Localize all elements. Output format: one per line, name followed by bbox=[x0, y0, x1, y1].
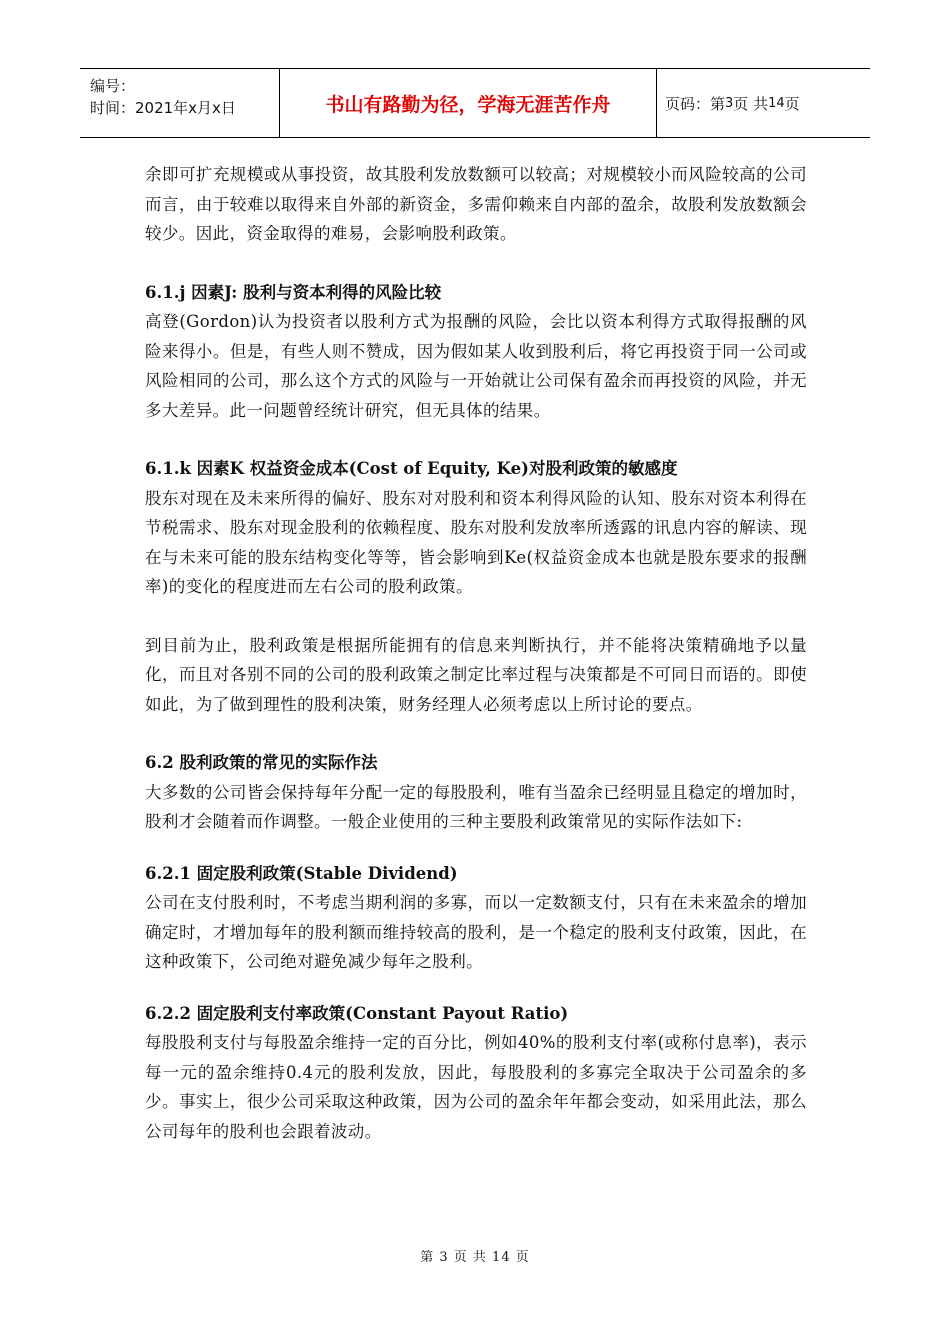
document-number-label: 编号： bbox=[90, 77, 136, 95]
paragraph-6-2-1: 公司在支付股利时，不考虑当期利润的多寡，而以一定数额支付，只有在未来盈余的增加确定时，才增加每年的股利额而维持较高的股利，是一个稳定的股利支付政策，因此，在这种政策下，公司绝对避免减少每年之股利。 bbox=[145, 893, 807, 971]
document-body bbox=[145, 160, 807, 1146]
paragraph-summary: 到目前为止，股利政策是根据所能拥有的信息来判断执行，并不能将决策精确地予以量化，而且对各别不同的公司的股利政策之制定比率过程与决策都是不可同日而语的。即使如此，为了做到理性的股利决策，财务经理人必须考虑以上所讨论的要点。 bbox=[145, 635, 807, 714]
document-time: 时间：2021年x月x日 bbox=[90, 99, 236, 117]
paragraph-6-1-k: 股东对现在及未来所得的偏好、股东对对股利和资本利得风险的认知、股东对资本利得在节税需求、股东对现金股利的依赖程度、股东对股利发放率所透露的讯息内容的解读、现在与未来可能的股东结构变化等等，皆会影响到Ke(权益资金成本也就是股东要求的报酬率)的变化的程度进而左右公司的股利政策。 bbox=[145, 488, 807, 596]
page-mid: 页 共 bbox=[733, 94, 769, 113]
heading-6-2: 6.2 股利政策的常见的实际作法 bbox=[145, 753, 378, 772]
heading-6-1-k: 6.1.k 因素K 权益资金成本(Cost of Equity, Ke)对股利政策的敏感度 bbox=[145, 459, 678, 478]
page-footer: 第 3 页 共 14 页 bbox=[420, 1250, 530, 1265]
page-suffix: 页 bbox=[784, 94, 800, 113]
header-meta bbox=[80, 69, 280, 137]
header-motto: 书山有路勤为径，学海无涯苦作舟 bbox=[280, 69, 657, 137]
heading-6-2-1: 6.2.1 固定股利政策(Stable Dividend) bbox=[145, 863, 458, 883]
page-prefix: 页码：第 bbox=[665, 94, 726, 113]
heading-6-2-2: 6.2.2 固定股利支付率政策(Constant Payout Ratio) bbox=[145, 1003, 569, 1023]
heading-6-1-j: 6.1.j 因素J: 股利与资本利得的风险比较 bbox=[145, 282, 442, 302]
page-header bbox=[80, 68, 870, 138]
header-page-info bbox=[657, 69, 870, 137]
paragraph-6-2: 大多数的公司皆会保持每年分配一定的每股股利，唯有当盈余已经明显且稳定的增加时，股利才会随着而作调整。一般企业使用的三种主要股利政策常见的实际作法如下: bbox=[145, 782, 807, 831]
paragraph-continued: 余即可扩充规模或从事投资，故其股利发放数额可以较高；对规模较小而风险较高的公司而言，由于较难以取得来自外部的新资金，多需仰赖来自内部的盈余，故股利发放数额会较少。因此，资金取得的难易，会影响股利政策。 bbox=[145, 165, 807, 243]
paragraph-6-2-2: 每股股利支付与每股盈余维持一定的百分比，例如40%的股利支付率(或称付息率)，表示每一元的盈余维持0.4元的股利发放，因此，每股股利的多寡完全取决于公司盈余的多少。事实上，很少公司采取这种政策，因为公司的盈余年年都会变动，如采用此法，那么公司每年的股利也会跟着波动。 bbox=[145, 1033, 807, 1141]
page-total: 14 bbox=[768, 95, 785, 111]
paragraph-6-1-j: 高登(Gordon)认为投资者以股利方式为报酬的风险，会比以资本利得方式取得报酬的风险来得小。但是，有些人则不赞成，因为假如某人收到股利后，将它再投资于同一公司或风险相同的公司，那么这个方式的风险与一开始就让公司保有盈余而再投资的风险，并无多大差异。此一问题曾经统计研究，但无具体的结果。 bbox=[145, 312, 807, 420]
page-number: 3 bbox=[725, 95, 734, 111]
